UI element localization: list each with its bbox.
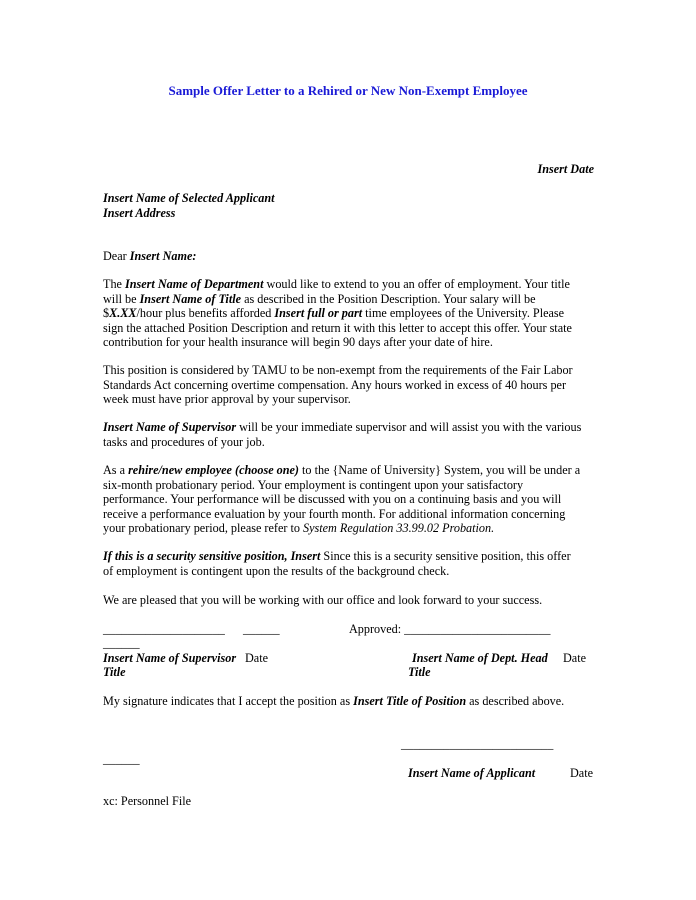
signature-stub-line: ______ xyxy=(103,636,140,650)
regulation-reference: System Regulation 33.99.02 Probation. xyxy=(303,521,495,535)
carbon-copy-note: xc: Personnel File xyxy=(103,794,192,808)
title-placeholder: Insert Name of Title xyxy=(139,291,242,306)
document-title: Sample Offer Letter to a Rehired or New Non-Exempt Employee xyxy=(168,83,528,98)
applicant-name-placeholder: Insert Name of Applicant xyxy=(408,766,536,780)
supervisor-name-placeholder: Insert Name of Supervisor xyxy=(103,651,237,665)
applicant-date-line: ______ xyxy=(103,752,140,766)
supervisor-title-label: Title xyxy=(103,665,126,679)
fulltime-placeholder: Insert full or part xyxy=(274,306,363,320)
supervisor-signature-line: ____________________ xyxy=(103,622,225,636)
paragraph-probation: As a rehire/new employee (choose one) to the {Name of University} System, you will be under a six-month probationary period. Your employment is contingent upon your satisfactory performance. Your performance will be discussed with you on a continuing basis and you will receive a performance evaluation by your fourth month. For additional information concerning your probationary period, please refer to System Regulation 33.99.02 Probation. xyxy=(103,463,581,535)
paragraph-offer: The Insert Name of Department would like to extend to you an offer of employment. Your title will be Insert Name of Title as described in the Position Description. Your salary will be $X.XX/hour plus benefits afforded Insert full or part time employees of the University. Please sign the attached Position Description and return it with this letter to accept this offer. Your state contribution for your health insurance will begin 90 days after your date of hire. xyxy=(103,277,572,349)
approved-signature-line: Approved: ________________________ xyxy=(349,622,551,636)
supervisor-date-line: ______ xyxy=(243,622,280,636)
position-title-placeholder: Insert Title of Position xyxy=(353,694,467,708)
department-placeholder: Insert Name of Department xyxy=(125,277,264,291)
applicant-name: Insert Name of Selected Applicant xyxy=(103,191,275,205)
acceptance-statement: My signature indicates that I accept the position as Insert Title of Position as described above. xyxy=(103,694,565,708)
applicant-address: Insert Address xyxy=(103,205,176,220)
applicant-signature-line: _________________________ xyxy=(401,737,554,751)
salutation xyxy=(103,249,597,264)
insert-date: Insert Date xyxy=(537,162,594,176)
paragraph-closing: We are pleased that you will be working with our office and look forward to your success. xyxy=(103,593,543,607)
salutation-name: Insert Name: xyxy=(129,249,197,263)
dept-head-title-label: Title xyxy=(408,665,431,679)
salutation-prefix: Dear xyxy=(103,249,130,263)
address-block xyxy=(103,191,597,220)
supervisor-date-label: Date xyxy=(245,651,269,665)
supervisor-placeholder: Insert Name of Supervisor xyxy=(103,420,237,434)
dept-head-placeholder: Insert Name of Dept. Head xyxy=(412,651,548,665)
paragraph-security: If this is a security sensitive position, Insert Since this is a security sensitive position, this offer of employment is contingent upon the results of the background check. xyxy=(103,549,571,578)
paragraph-supervisor: Insert Name of Supervisor will be your immediate supervisor and will assist you with the various tasks and procedures of your job. xyxy=(103,420,582,449)
applicant-date-label: Date xyxy=(570,766,594,780)
security-placeholder: If this is a security sensitive position, Insert xyxy=(103,549,321,563)
salary-placeholder: X.XX xyxy=(109,306,137,320)
dept-head-date-label: Date xyxy=(563,651,587,665)
paragraph-non-exempt: This position is considered by TAMU to be non-exempt from the requirements of the Fair Labor Standards Act concerning overtime compensation. Any hours worked in excess of 40 hours per week must have prior approval by your supervisor. xyxy=(103,363,573,406)
rehire-placeholder: rehire/new employee (choose one) xyxy=(128,463,299,477)
